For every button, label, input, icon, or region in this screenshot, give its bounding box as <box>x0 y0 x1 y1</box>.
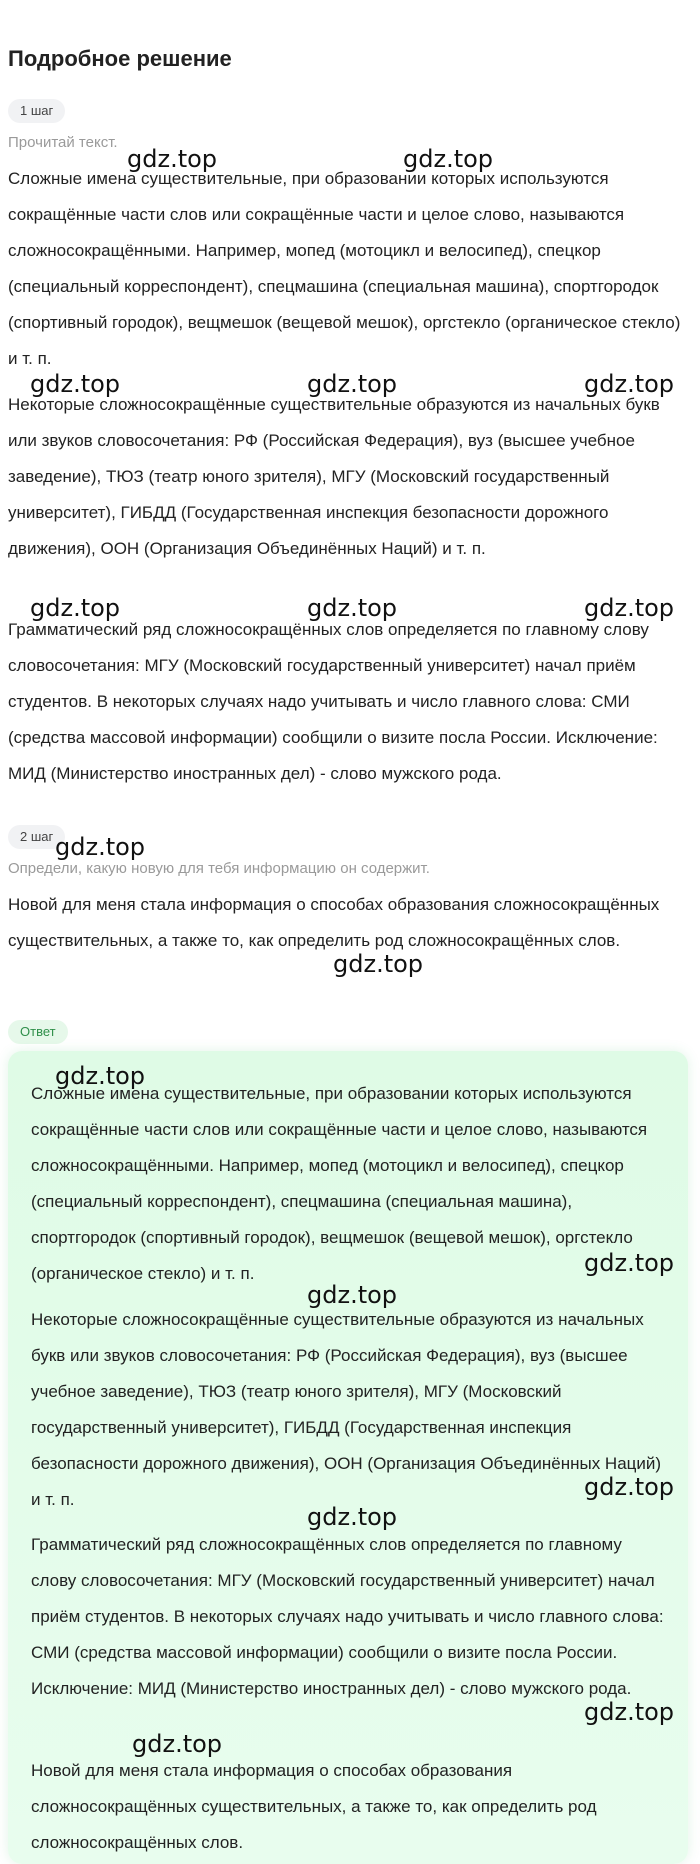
step-1-paragraph-3: Грамматический ряд сложносокращённых слов определяется по главному слову словосочетания: МГУ (Московский государственный университет) начал приём студентов. В некоторых случаях надо учитывать и число главного слова: СМИ (средства массовой информации) сообщили о визите посла России. Исключение: МИД (Министерство иностранных дел) - слово мужского рода. <box>8 620 658 783</box>
watermark: gdz.top <box>55 833 146 861</box>
watermark: gdz.top <box>307 594 398 622</box>
watermark: gdz.top <box>403 145 494 173</box>
step-1-badge: 1 шаг <box>8 99 65 123</box>
watermark: gdz.top <box>584 1698 675 1726</box>
step-2-hint: Определи, какую новую для тебя информацию он содержит. <box>8 860 430 877</box>
watermark: gdz.top <box>30 370 121 398</box>
watermark: gdz.top <box>307 1281 398 1309</box>
watermark: gdz.top <box>584 594 675 622</box>
answer-paragraph-1: Сложные имена существительные, при образовании которых используются сокращённые части слов или сокращённые части и целое слово, называются сложносокращёнными. Например, мопед (мотоцикл и велосипед), спецкор (специальный корреспондент), спецмашина (специальная машина), спортгородок (спортивный городок), вещмешок (вещевой мешок), оргстекло (органическое стекло) и т. п. <box>31 1084 648 1283</box>
step-1-paragraph-2: Некоторые сложносокращённые существительные образуются из начальных букв или звуков словосочетания: РФ (Российская Федерация), вуз (высшее учебное заведение), ТЮЗ (театр юного зрителя), МГУ (Московский государственный университет), ГИБДД (Государственная инспекция безопасности дорожного движения), ООН (Организация Объединённых Наций) и т. п. <box>8 395 660 558</box>
step-1-hint: Прочитай текст. <box>8 134 118 151</box>
page-title: Подробное решение <box>8 46 232 71</box>
watermark: gdz.top <box>307 1503 398 1531</box>
watermark: gdz.top <box>584 1473 675 1501</box>
watermark: gdz.top <box>333 950 424 978</box>
watermark: gdz.top <box>132 1730 223 1758</box>
answer-paragraph-4: Новой для меня стала информация о способах образования сложносокращённых существительных, а также то, как определить род сложносокращённых слов. <box>31 1761 597 1852</box>
answer-paragraph-3: Грамматический ряд сложносокращённых слов определяется по главному слову словосочетания: МГУ (Московский государственный университет) начал приём студентов. В некоторых случаях надо учитывать и число главного слова: СМИ (средства массовой информации) сообщили о визите посла России. Исключение: МИД (Министерство иностранных дел) - слово мужского рода. <box>31 1535 664 1698</box>
watermark: gdz.top <box>584 370 675 398</box>
watermark: gdz.top <box>30 594 121 622</box>
step-2-badge: 2 шаг <box>8 825 65 849</box>
watermark: gdz.top <box>55 1062 146 1090</box>
step-2-paragraph: Новой для меня стала информация о способах образования сложносокращённых существительных, а также то, как определить род сложносокращённых слов. <box>8 895 660 950</box>
watermark: gdz.top <box>584 1249 675 1277</box>
watermark: gdz.top <box>307 370 398 398</box>
answer-badge: Ответ <box>8 1020 68 1044</box>
answer-box <box>8 1051 688 1864</box>
answer-paragraph-2: Некоторые сложносокращённые существительные образуются из начальных букв или звуков словосочетания: РФ (Российская Федерация), вуз (высшее учебное заведение), ТЮЗ (театр юного зрителя), МГУ (Московский государственный университет), ГИБДД (Государственная инспекция безопасности дорожного движения), ООН (Организация Объединённых Наций) и т. п. <box>31 1310 662 1509</box>
watermark: gdz.top <box>127 145 218 173</box>
step-1-paragraph-1: Сложные имена существительные, при образовании которых используются сокращённые части слов или сокращённые части и целое слово, называются сложносокращёнными. Например, мопед (мотоцикл и велосипед), спецкор (специальный корреспондент), спецмашина (специальная машина), спортгородок (спортивный городок), вещмешок (вещевой мешок), оргстекло (органическое стекло) и т. п. <box>8 169 681 368</box>
